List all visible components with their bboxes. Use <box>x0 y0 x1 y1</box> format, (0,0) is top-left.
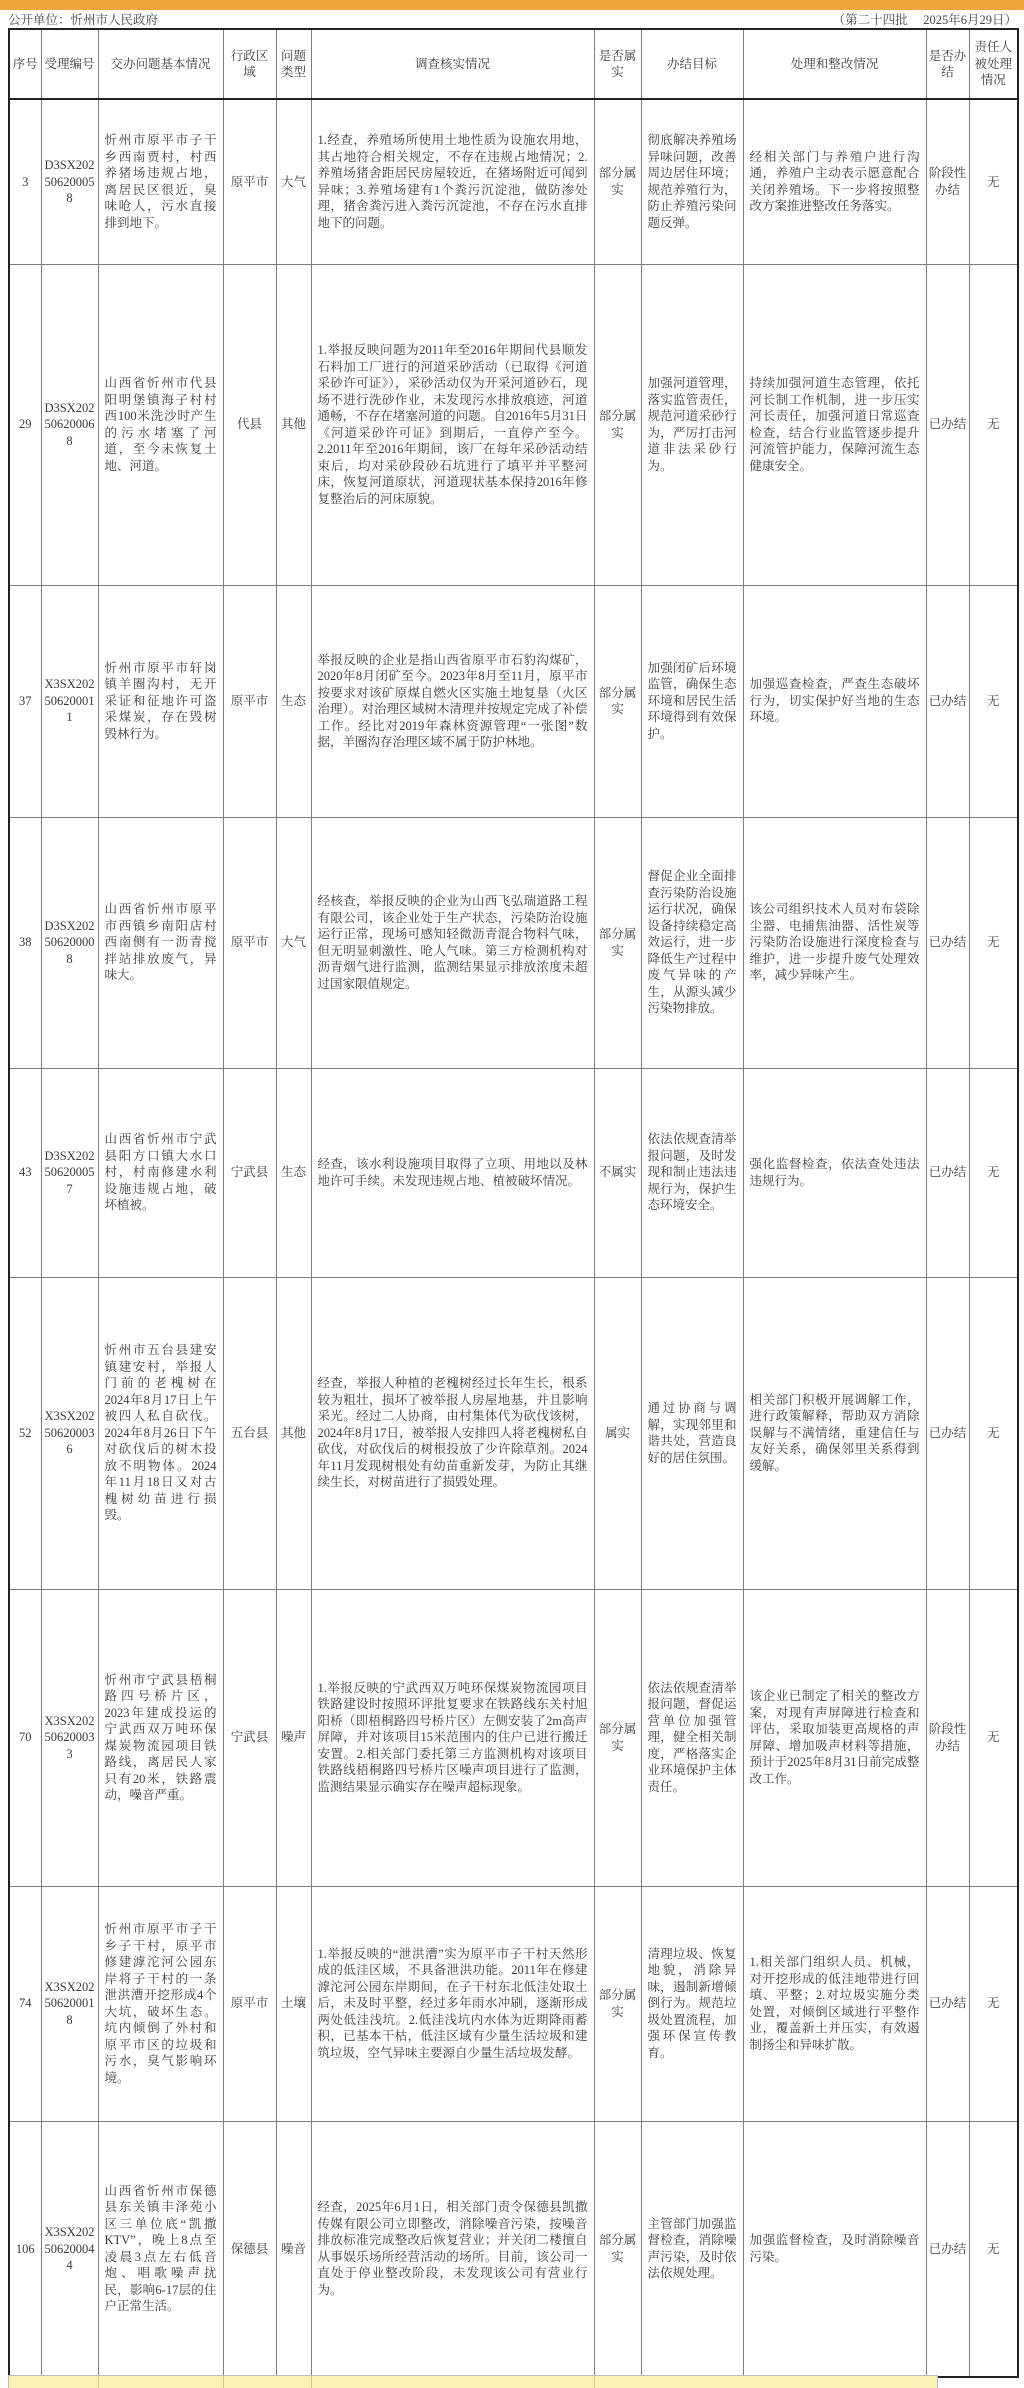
cell-case-no: D3SX202506200068 <box>41 264 98 585</box>
cell-duty: 无 <box>969 1886 1018 2121</box>
cell-duty: 无 <box>969 99 1018 264</box>
cell-target: 彻底解决养殖场异味问题，改善周边居住环境；规范养殖行为，防止养殖污染问题反弹。 <box>641 99 743 264</box>
cell-verified: 部分属实 <box>594 1886 641 2121</box>
cell-investigation: 1.举报反映的“泄洪漕”实为原平市子干村天然形成的低洼区域，不具备泄洪功能。2011年在修建滹沱河公园东岸期间，在子干村东北低洼处取土后，未及时平整，经过多年雨水冲刷，逐渐形成两处低洼浅坑。2.低洼浅坑内水体为近期降雨蓄积，已基本干枯，低洼区域有少量生活垃圾和建筑垃圾，空气异味主要源自少量生活垃圾发酵。 <box>311 1886 594 2121</box>
table-row <box>9 1068 1018 1277</box>
header-duty: 责任人被处理情况 <box>969 29 1018 99</box>
cell-handling: 1.相关部门组织人员、机械，对开挖形成的低洼地带进行回填、平整；2.对垃圾实施分类处置，对倾倒区域进行平整作业，覆盖新土并压实，有效遏制扬尘和异味扩散。 <box>743 1886 926 2121</box>
cell-status: 阶段性办结 <box>926 99 969 264</box>
cell-investigation: 1.举报反映的宁武西双万吨环保煤炭物流园项目铁路建设时按照环评批复要求在铁路线东关村旭阳桥（即梧桐路四号桥片区）左侧安装了2m高声屏障，并对该项目15米范围内的住户已进行搬迁安置。2.相关部门委托第三方监测机构对该项目铁路线梧桐路四号桥片区噪声项目进行了监测，监测结果显示确实存在噪声超标现象。 <box>311 1589 594 1886</box>
cell-seq: 29 <box>9 264 41 585</box>
cell-investigation: 经查，举报人种植的老槐树经过长年生长，根系较为粗壮，损坏了被举报人房屋地基，并且影响采光。经过二人协商，由村集体代为砍伐该树，2024年8月17日，被举报人安排四人将老槐树私自砍伐，对砍伐后的树根投放了少许除草剂。2024年11月发现树根处有幼苗重新发芽，为防止其继续生长，对树苗进行了损毁处理。 <box>311 1277 594 1589</box>
header-status: 是否办结 <box>926 29 969 99</box>
cell-verified: 部分属实 <box>594 585 641 817</box>
cell-seq: 74 <box>9 1886 41 2121</box>
cell-case-no: X3SX202506200018 <box>41 1886 98 2121</box>
cell-region: 原平市 <box>223 817 276 1068</box>
cell-type: 生态 <box>276 585 311 817</box>
cell-type: 其他 <box>276 1277 311 1589</box>
cell-target: 依法依规查清举报问题，督促运营单位加强管理，健全相关制度，严格落实企业环境保护主体责任。 <box>641 1589 743 1886</box>
sheet-top-colored-row <box>0 0 1024 10</box>
cell-target: 加强河道管理，落实监管责任，规范河道采砂行为，严厉打击河道非法采砂行为。 <box>641 264 743 585</box>
publisher-label: 公开单位：忻州市人民政府 <box>8 13 159 27</box>
cell-type: 其他 <box>276 264 311 585</box>
cell-verified: 部分属实 <box>594 99 641 264</box>
cell-handling: 加强监督检查，及时消除噪音污染。 <box>743 2121 926 2377</box>
cell-status: 已办结 <box>926 264 969 585</box>
cell-problem: 山西省忻州市原平市西镇乡南阳店村西南侧有一沥青搅拌站排放废气，异味大。 <box>98 817 223 1068</box>
cell-investigation: 1.举报反映问题为2011年至2016年期间代县顺发石料加工厂进行的河道采砂活动（已取得《河道采砂许可证》），采砂活动仅为开采河道砂石，现场不进行洗砂作业，未发现污水排放痕迹，河道通畅，不存在堵塞河道的问题。自2016年5月31日《河道采砂许可证》到期后，一直停产至今。2.2011年至2016年期间，该厂在每年采砂活动结束后，均对采砂段砂石坑进行了填平并平整河床，恢复河道原状，河道现状基本保持2016年修复整治后的河床原貌。 <box>311 264 594 585</box>
table-row <box>9 2121 1018 2377</box>
cell-target: 督促企业全面排查污染防治设施运行状况，确保设备持续稳定高效运行，进一步降低生产过程中废气异味的产生，从源头减少污染物排放。 <box>641 817 743 1068</box>
header-region: 行政区域 <box>223 29 276 99</box>
cell-case-no: X3SX202506200011 <box>41 585 98 817</box>
cell-duty: 无 <box>969 1068 1018 1277</box>
cell-target: 依法依规查清举报问题，及时发现和制止违法违规行为，保护生态环境安全。 <box>641 1068 743 1277</box>
cell-verified: 部分属实 <box>594 2121 641 2377</box>
cell-type: 噪音 <box>276 2121 311 2377</box>
cell-region: 宁武县 <box>223 1068 276 1277</box>
cell-type: 生态 <box>276 1068 311 1277</box>
cell-problem: 山西省忻州市宁武县阳方口镇大水口村，村南修建水利设施违规占地，破坏植被。 <box>98 1068 223 1277</box>
cell-type: 土壤 <box>276 1886 311 2121</box>
cell-problem: 山西省忻州市保德县东关镇丰泽苑小区三单位底“凯撒KTV”，晚上8点至凌晨3点左右低音炮、唱歌噪声扰民，影响6-17层的住户正常生活。 <box>98 2121 223 2377</box>
cell-case-no: X3SX202506200033 <box>41 1589 98 1886</box>
cell-type: 噪声 <box>276 1589 311 1886</box>
cell-handling: 相关部门积极开展调解工作，进行政策解释，帮助双方消除误解与不满情绪，重建信任与友好关系，确保邻里关系得到缓解。 <box>743 1277 926 1589</box>
cell-seq: 70 <box>9 1589 41 1886</box>
cell-problem: 忻州市五台县建安镇建安村，举报人门前的老槐树在2024年8月17日上午被四人私自砍伐。2024年8月26日下午对砍伐后的树木投放不明物体。2024年11月18日又对古槐树幼苗进行损毁。 <box>98 1277 223 1589</box>
cell-seq: 38 <box>9 817 41 1068</box>
table-row <box>9 99 1018 264</box>
cell-handling: 强化监督检查，依法查处违法违规行为。 <box>743 1068 926 1277</box>
cell-type: 大气 <box>276 817 311 1068</box>
cell-verified: 部分属实 <box>594 1589 641 1886</box>
cell-seq: 3 <box>9 99 41 264</box>
header-case-no: 受理编号 <box>41 29 98 99</box>
header-handling: 处理和整改情况 <box>743 29 926 99</box>
cell-duty: 无 <box>969 2121 1018 2377</box>
cell-status: 已办结 <box>926 585 969 817</box>
header-investigation: 调查核实情况 <box>311 29 594 99</box>
cell-problem: 忻州市原平市轩岗镇羊圈沟村，无开采证和征地许可盗采煤炭，存在毁树毁林行为。 <box>98 585 223 817</box>
cell-problem: 忻州市原平市子干乡子干村，原平市修建滹沱河公园东岸将子干村的一条泄洪漕开挖形成4个大坑，破坏生态。坑内倾倒了外村和原平市区的垃圾和污水，臭气影响环境。 <box>98 1886 223 2121</box>
batch-and-date-label: （第二十四批 2025年6月29日） <box>832 13 1017 27</box>
cell-seq: 106 <box>9 2121 41 2377</box>
inspection-report-table <box>8 28 1019 2378</box>
header-problem: 交办问题基本情况 <box>98 29 223 99</box>
cell-status: 已办结 <box>926 1068 969 1277</box>
cell-investigation: 举报反映的企业是指山西省原平市石豹沟煤矿，2020年8月闭矿至今。2023年8月至11月，原平市按要求对该矿原煤自燃火区实施土地复垦（火区治理）。对治理区域树木清理并按规定完成了补偿工作。经比对2019年森林资源管理“一张图”数据，羊圈沟存治理区域不属于防护林地。 <box>311 585 594 817</box>
cell-handling: 经相关部门与养殖户进行沟通，养殖户主动表示愿意配合关闭养殖场。下一步将按照整改方案推进整改任务落实。 <box>743 99 926 264</box>
cell-investigation: 经查，该水利设施项目取得了立项、用地以及林地许可手续。未发现违规占地、植被破坏情况。 <box>311 1068 594 1277</box>
cell-problem: 忻州市宁武县梧桐路四号桥片区，2023年建成投运的宁武西双万吨环保煤炭物流园项目铁路线，离居民人家只有20米，铁路震动，噪音严重。 <box>98 1589 223 1886</box>
cell-status: 已办结 <box>926 1277 969 1589</box>
cell-handling: 持续加强河道生态管理，依托河长制工作机制，进一步压实河长责任，加强河道日常巡查检查，结合行业监管逐步提升河流管护能力，保障河流生态健康安全。 <box>743 264 926 585</box>
cell-target: 主管部门加强监督检查，消除噪声污染，及时依法依规处理。 <box>641 2121 743 2377</box>
cell-status: 已办结 <box>926 1886 969 2121</box>
cell-case-no: X3SX202506200044 <box>41 2121 98 2377</box>
cell-region: 保德县 <box>223 2121 276 2377</box>
cell-region: 原平市 <box>223 99 276 264</box>
cell-verified: 属实 <box>594 1277 641 1589</box>
cell-problem: 山西省忻州市代县阳明堡镇海子村村西100米洗沙时产生的污水堵塞了河道，至今未恢复土地、河道。 <box>98 264 223 585</box>
cell-duty: 无 <box>969 1589 1018 1886</box>
cell-handling: 该公司组织技术人员对布袋除尘器、电捕焦油器、活性炭等污染防治设施进行深度检查与维护，进一步提升废气处理效率，减少异味产生。 <box>743 817 926 1068</box>
cell-type: 大气 <box>276 99 311 264</box>
table-row <box>9 264 1018 585</box>
header-row <box>9 29 1018 99</box>
cell-target: 加强闭矿后环境监管，确保生态环境和居民生活环境得到有效保护。 <box>641 585 743 817</box>
cell-target: 通过协商与调解，实现邻里和谐共处，营造良好的居住氛围。 <box>641 1277 743 1589</box>
table-row <box>9 1277 1018 1589</box>
cell-duty: 无 <box>969 264 1018 585</box>
cell-region: 原平市 <box>223 1886 276 2121</box>
cell-region: 五台县 <box>223 1277 276 1589</box>
cell-region: 原平市 <box>223 585 276 817</box>
cell-case-no: X3SX202506200036 <box>41 1277 98 1589</box>
cell-investigation: 经核查，举报反映的企业为山西飞弘瑞道路工程有限公司，该企业处于生产状态，污染防治设施运行正常，现场可感知轻微沥青混合物料气味，但无明显刺激性、呛人气味。第三方检测机构对沥青烟气进行监测，监测结果显示排放浓度未超过国家限值规定。 <box>311 817 594 1068</box>
cell-duty: 无 <box>969 1277 1018 1589</box>
cell-status: 阶段性办结 <box>926 1589 969 1886</box>
cell-target: 清理垃圾、恢复地貌，消除异味，遏制新增倾倒行为。规范垃圾处置流程，加强环保宣传教育。 <box>641 1886 743 2121</box>
cell-handling: 加强巡查检查，严查生态破坏行为，切实保护好当地的生态环境。 <box>743 585 926 817</box>
cell-verified: 部分属实 <box>594 264 641 585</box>
cell-case-no: D3SX202506200008 <box>41 817 98 1068</box>
cell-case-no: D3SX202506200058 <box>41 99 98 264</box>
header-target: 办结目标 <box>641 29 743 99</box>
table-row <box>9 585 1018 817</box>
cell-case-no: D3SX202506200057 <box>41 1068 98 1277</box>
cell-duty: 无 <box>969 817 1018 1068</box>
cell-verified: 部分属实 <box>594 817 641 1068</box>
report-title-bar <box>8 10 1017 28</box>
cell-region: 代县 <box>223 264 276 585</box>
bottom-sheet-row <box>8 2375 938 2388</box>
table-row <box>9 1886 1018 2121</box>
header-seq: 序号 <box>9 29 41 99</box>
header-verified: 是否属实 <box>594 29 641 99</box>
cell-problem: 忻州市原平市子干乡西南贾村，村西养猪场违规占地，离居民区很近，臭味呛人，污水直接排到地下。 <box>98 99 223 264</box>
cell-seq: 43 <box>9 1068 41 1277</box>
table-row <box>9 1589 1018 1886</box>
cell-seq: 52 <box>9 1277 41 1589</box>
cell-investigation: 经查，2025年6月1日，相关部门责令保德县凯撒传媒有限公司立即整改，消除噪音污染，按噪音排放标准完成整改后恢复营业；并关闭二楼擅自从事娱乐场所经营活动的场所。目前，该公司一直处于停业整改阶段，未发现该公司有营业行为。 <box>311 2121 594 2377</box>
cell-region: 宁武县 <box>223 1589 276 1886</box>
cell-handling: 该企业已制定了相关的整改方案，对现有声屏障进行检查和评估，采取加装更高规格的声屏障、增加吸声材料等措施，预计于2025年8月31日前完成整改工作。 <box>743 1589 926 1886</box>
header-type: 问题类型 <box>276 29 311 99</box>
cell-status: 已办结 <box>926 817 969 1068</box>
cell-verified: 不属实 <box>594 1068 641 1277</box>
cell-status: 已办结 <box>926 2121 969 2377</box>
cell-seq: 37 <box>9 585 41 817</box>
cell-investigation: 1.经查，养殖场所使用土地性质为设施农用地，其占地符合相关规定，不存在违规占地情况；2.养殖场猪舍距居民房屋较近，在猪场附近可闻到异味；3.养殖场建有1个粪污沉淀池，做防渗处理，猪舍粪污进入粪污沉淀池，不存在污水直排地下的问题。 <box>311 99 594 264</box>
table-row <box>9 817 1018 1068</box>
cell-duty: 无 <box>969 585 1018 817</box>
